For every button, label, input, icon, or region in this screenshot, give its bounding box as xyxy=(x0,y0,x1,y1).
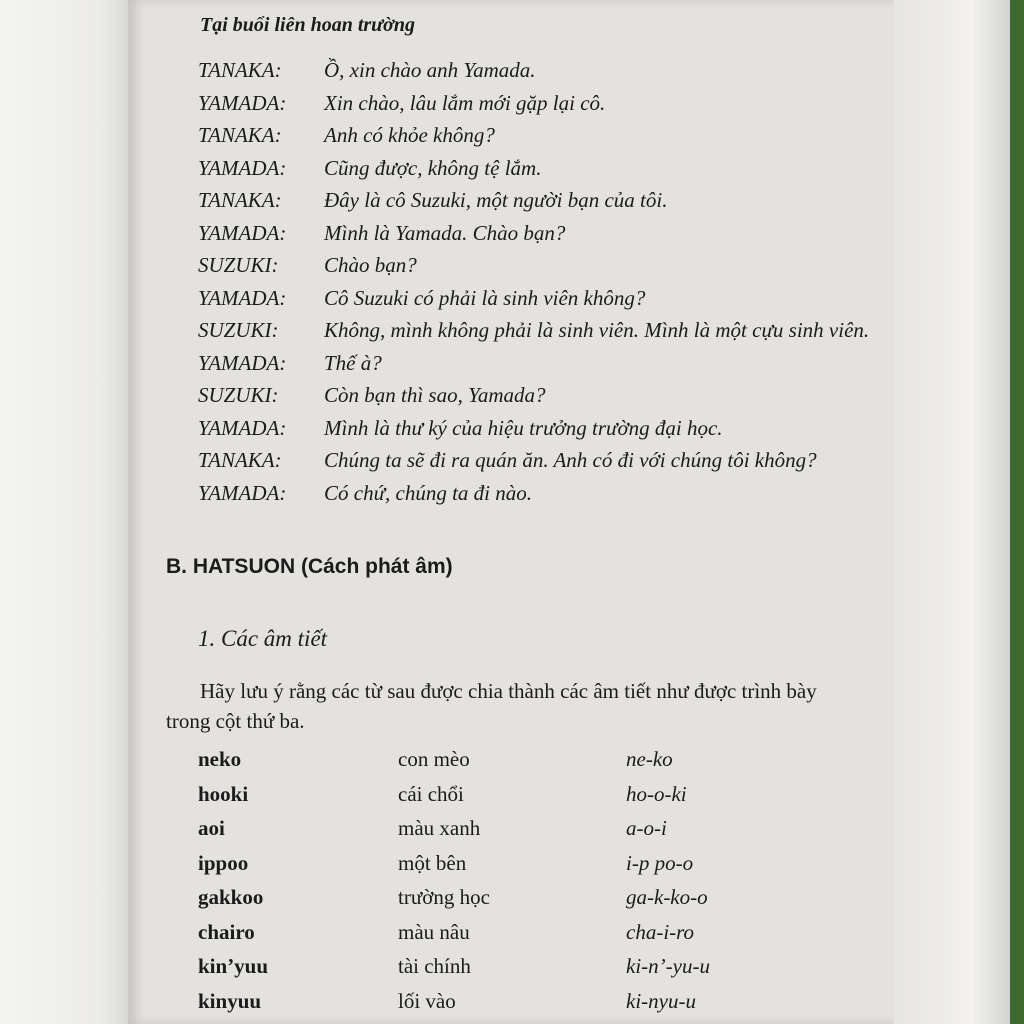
speaker: YAMADA: xyxy=(198,350,287,375)
instruction-paragraph: Hãy lưu ý rằng các từ sau được chia thành các âm tiết như được trình bày trong cột thứ ba. xyxy=(166,679,817,733)
utterance: Mình là thư ký của hiệu trưởng trường đại học. xyxy=(324,415,723,440)
speaker: YAMADA: xyxy=(198,480,287,505)
section-heading xyxy=(166,555,453,579)
speaker: TANAKA: xyxy=(198,58,282,82)
utterance: Mình là Yamada. Chào bạn? xyxy=(324,220,566,245)
vocab-meaning: cái chổi xyxy=(398,781,464,806)
speaker: YAMADA: xyxy=(198,90,287,115)
vocab-word: aoi xyxy=(198,816,225,840)
section-title: B. HATSUON xyxy=(166,555,296,578)
utterance: Không, mình không phải là sinh viên. Mình là một cựu sinh viên. xyxy=(324,318,870,342)
vocabulary-list xyxy=(198,742,818,1018)
vocab-syllables: a-o-i xyxy=(626,816,667,840)
vocab-word: kinyuu xyxy=(198,988,262,1013)
vocab-word: ippoo xyxy=(198,850,249,875)
speaker: SUZUKI: xyxy=(198,383,279,407)
vocab-meaning: một bên xyxy=(398,850,467,875)
right-page-edge xyxy=(894,0,1024,1024)
vocab-row xyxy=(198,777,818,812)
vocab-row xyxy=(198,984,818,1019)
book-page xyxy=(128,0,894,1024)
vocab-syllables: cha-i-ro xyxy=(626,919,695,944)
vocab-syllables: ne-ko xyxy=(626,747,673,771)
vocab-word: hooki xyxy=(198,781,249,806)
speaker: YAMADA: xyxy=(198,155,287,180)
subsection-heading: 1. Các âm tiết xyxy=(198,626,328,651)
speaker: YAMADA: xyxy=(198,220,287,245)
utterance: Cô Suzuki có phải là sinh viên không? xyxy=(324,285,646,310)
vocab-word: neko xyxy=(198,747,242,771)
utterance: Xin chào, lâu lắm mới gặp lại cô. xyxy=(324,90,606,115)
vocab-meaning: màu xanh xyxy=(398,816,481,840)
utterance: Cũng được, không tệ lắm. xyxy=(324,155,542,180)
dialog-line xyxy=(198,412,888,445)
vocab-row xyxy=(198,915,818,950)
utterance: Chúng ta sẽ đi ra quán ăn. Anh có đi với chúng tôi không? xyxy=(324,448,817,472)
utterance: Đây là cô Suzuki, một người bạn của tôi. xyxy=(324,188,668,212)
dialog-line xyxy=(198,347,888,380)
dialog-line xyxy=(198,119,888,152)
vocab-meaning: tài chính xyxy=(398,954,471,978)
speaker: TANAKA: xyxy=(198,123,282,147)
utterance: Có chứ, chúng ta đi nào. xyxy=(324,480,533,505)
vocab-row xyxy=(198,949,818,984)
vocab-syllables: i-p po-o xyxy=(626,850,694,875)
dialog-line xyxy=(198,152,888,185)
dialog-line xyxy=(198,314,888,347)
section-subtitle: (Cách phát âm) xyxy=(300,555,453,578)
utterance: Ồ, xin chào anh Yamada. xyxy=(324,58,536,82)
dialog-line xyxy=(198,249,888,282)
dialog-line xyxy=(198,379,888,412)
dialog-heading: Tại buổi liên hoan trường xyxy=(200,14,415,36)
vocab-row xyxy=(198,880,818,915)
vocab-word: gakkoo xyxy=(198,885,264,909)
dialog-line xyxy=(198,87,888,120)
dialog-line xyxy=(198,477,888,510)
vocab-syllables: ki-n’-yu-u xyxy=(626,954,710,978)
speaker: SUZUKI: xyxy=(198,253,279,277)
dialog-line xyxy=(198,444,888,477)
speaker: TANAKA: xyxy=(198,448,282,472)
vocab-row xyxy=(198,811,818,846)
vocab-row xyxy=(198,742,818,777)
utterance: Thế à? xyxy=(324,350,382,375)
vocab-word: kin’yuu xyxy=(198,954,269,978)
vocab-meaning: màu nâu xyxy=(398,919,470,944)
speaker: YAMADA: xyxy=(198,415,287,440)
dialog-line xyxy=(198,282,888,315)
speaker: YAMADA: xyxy=(198,285,287,310)
vocab-meaning: lối vào xyxy=(398,988,456,1013)
vocab-row xyxy=(198,846,818,881)
vocab-syllables: ga-k-ko-o xyxy=(626,885,708,909)
dialog-line xyxy=(198,217,888,250)
vocab-syllables: ho-o-ki xyxy=(626,781,687,806)
vocab-meaning: trường học xyxy=(398,885,490,909)
dialog-line xyxy=(198,184,888,217)
left-page-edge xyxy=(0,0,128,1024)
speaker: TANAKA: xyxy=(198,188,282,212)
vocab-meaning: con mèo xyxy=(398,747,470,771)
utterance: Chào bạn? xyxy=(324,253,417,277)
utterance: Còn bạn thì sao, Yamada? xyxy=(324,383,546,407)
utterance: Anh có khỏe không? xyxy=(324,123,495,147)
vocab-word: chairo xyxy=(198,919,255,944)
dialog-line xyxy=(198,54,888,87)
vocab-syllables: ki-nyu-u xyxy=(626,988,696,1013)
dialog xyxy=(198,54,888,509)
speaker: SUZUKI: xyxy=(198,318,279,342)
